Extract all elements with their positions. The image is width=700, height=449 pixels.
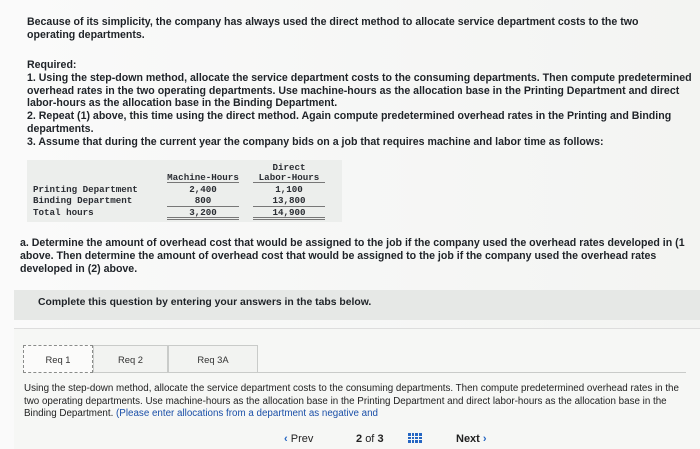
required-title: Required: [27,59,77,71]
required-item-3: 3. Assume that during the current year the company bids on a job that requires machine and labor time as follows: [27,135,604,148]
header-rule [167,182,239,183]
question-a-line: above. Then determine the amount of overhead cost that would be assigned to the job if the company used the overhead rates [20,249,657,262]
tab-req-1[interactable]: Req 1 [23,345,93,373]
tab-content-note: (Please enter allocations from a department as negative and [116,408,378,419]
chevron-left-icon: ‹ [284,433,288,445]
labor-hours-header-line2: Labor-Hours [258,172,320,183]
next-button[interactable] [456,433,487,445]
pager [0,430,700,449]
intro-text: Because of its simplicity, the company has always used the direct method to allocate service department costs to the two operating departments. [27,16,639,41]
table-row [27,184,342,194]
total-pages: 3 [377,433,384,445]
prev-button[interactable] [284,433,313,445]
header-rule [253,182,325,183]
row-label: Printing Department [33,184,138,195]
tab-content-text: Using the step-down method, allocate the service department costs to the consuming departments. Then compute predetermined overhead rates in the two operating departments. Use machine-hours as the allocation base in the Printing Department and direct labor-hours as the allocation base in the Binding Department. [24,383,679,419]
chevron-right-icon: › [482,433,487,445]
tab-req-3a[interactable]: Req 3A [168,345,258,373]
labor-hours-cell: 14,900 [272,207,306,218]
hours-table [27,160,342,220]
tab-req-2[interactable]: Req 2 [93,345,168,373]
grid-icon[interactable] [408,433,422,445]
next-label: Next [456,433,480,445]
total-double-rule [253,217,325,220]
prev-label: Prev [290,433,314,445]
labor-hours-header-line1: Direct [272,162,306,173]
tab-content [24,383,684,421]
machine-hours-cell: 2,400 [189,184,217,195]
table-row [27,195,342,205]
machine-hours-header: Machine-Hours [167,172,239,183]
labor-hours-cell: 13,800 [272,195,306,206]
labor-hours-cell: 1,100 [275,184,303,195]
row-label: Total hours [33,207,94,218]
required-item-2: 2. Repeat (1) above, this time using the direct method. Again compute predetermined overhead rates in the Printing and Binding departments. [27,110,672,135]
instruction-text: Complete this question by entering your answers in the tabs below. [38,297,372,308]
required-section [27,59,695,149]
machine-hours-cell: 800 [194,195,212,206]
machine-hours-cell: 3,200 [189,207,217,218]
page-indicator [356,433,384,445]
required-item-1: 1. Using the step-down method, allocate the service department costs to the consuming departments. Then compute predetermined overhead rates in the two operating departments. Use machine-hours as the allocation base in the Printing Department and direct labor-hours as the allocation base in the Binding Department. [27,71,692,110]
of-label: of [365,433,375,445]
current-page: 2 [356,433,363,445]
table-row [27,207,342,217]
total-double-rule [167,217,239,220]
question-a-line: a. Determine the amount of overhead cost that would be assigned to the job if the company used the overhead rates developed in (1 [20,237,685,249]
row-label: Binding Department [33,195,133,206]
question-a [20,237,700,275]
question-a-line: developed in (2) above. [20,262,138,275]
tab-divider [258,372,686,373]
